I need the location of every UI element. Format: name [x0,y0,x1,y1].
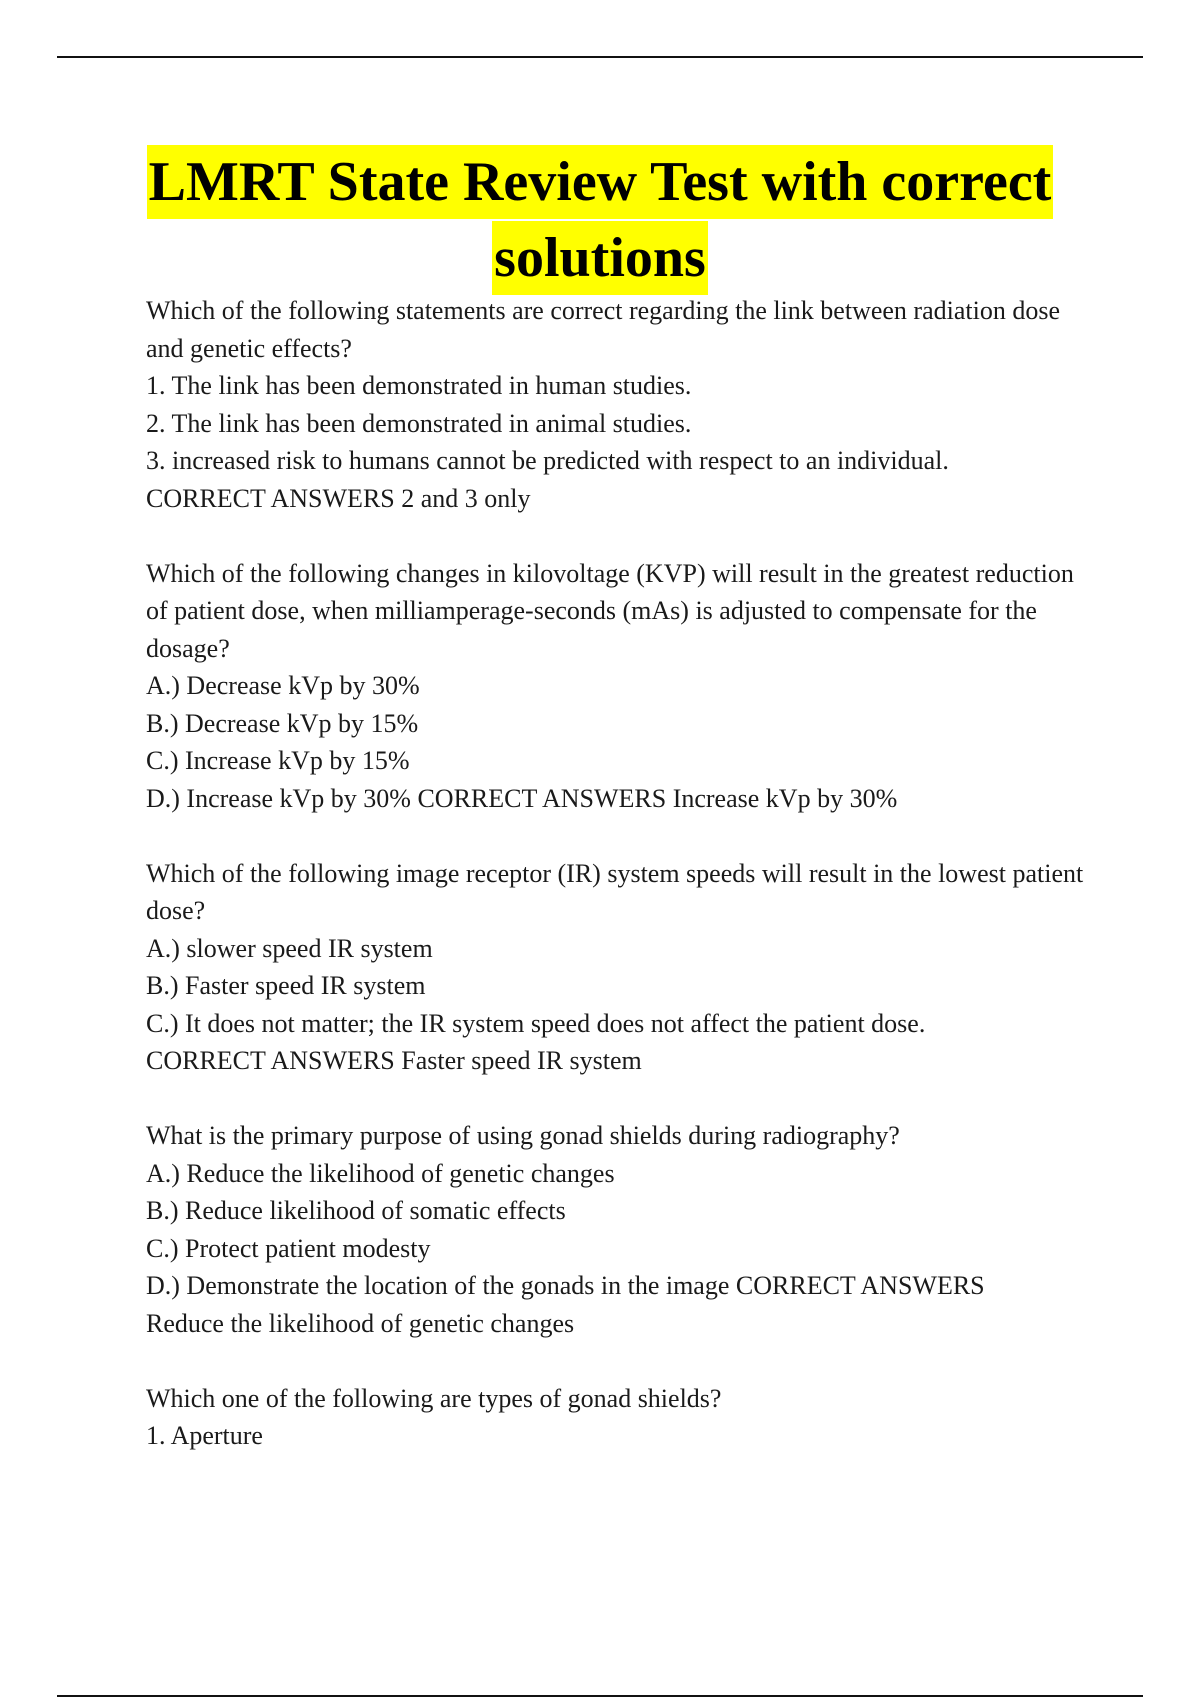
option: C.) Increase kVp by 15% [146,746,410,775]
question-2 [146,555,1096,818]
option: A.) Reduce the likelihood of genetic changes [146,1158,615,1188]
top-rule [57,56,1143,58]
question-3 [146,855,1096,1080]
option: B.) Decrease kVp by 15% [146,708,419,738]
option: 3. increased risk to humans cannot be predicted with respect to an individual. [146,446,949,475]
question-stem: Which one of the following are types of gonad shields? [146,1383,722,1413]
correct-answer: CORRECT ANSWERS 2 and 3 only [146,483,531,513]
title-line-1: LMRT State Review Test with correct [147,145,1054,219]
option: B.) Faster speed IR system [146,971,426,1000]
question-stem: What is the primary purpose of using gonad shields during radiography? [146,1121,900,1150]
option: 1. The link has been demonstrated in human studies. [146,371,692,400]
question-1 [146,292,1096,517]
question-5 [146,1380,1096,1455]
document-title [0,143,1200,295]
option: C.) Protect patient modesty [146,1233,431,1263]
question-stem: Which of the following image receptor (IR) system speeds will result in the lowest patient dose? [146,858,1084,925]
option: B.) Reduce likelihood of somatic effects [146,1196,566,1225]
option: C.) It does not matter; the IR system speed does not affect the patient dose. [146,1008,926,1038]
question-stem: Which of the following statements are correct regarding the link between radiation dose and genetic effects? [146,296,1060,363]
document-body [146,292,1096,1492]
option: A.) Decrease kVp by 30% [146,671,420,700]
option: A.) slower speed IR system [146,933,433,963]
option: 1. Aperture [146,1421,263,1450]
option: D.) Demonstrate the location of the gonads in the image CORRECT ANSWERS [146,1271,985,1300]
question-4 [146,1117,1096,1342]
correct-answer: Reduce the likelihood of genetic changes [146,1308,575,1338]
option: D.) Increase kVp by 30% CORRECT ANSWERS Increase kVp by 30% [146,783,898,813]
option: 2. The link has been demonstrated in animal studies. [146,408,692,438]
correct-answer: CORRECT ANSWERS Faster speed IR system [146,1046,642,1075]
bottom-rule [57,1695,1143,1697]
question-stem: Which of the following changes in kilovoltage (KVP) will result in the greatest reduction of patient dose, when milliamperage-seconds (mAs) is adjusted to compensate for the dosage? [146,558,1074,663]
title-line-2: solutions [492,221,708,295]
